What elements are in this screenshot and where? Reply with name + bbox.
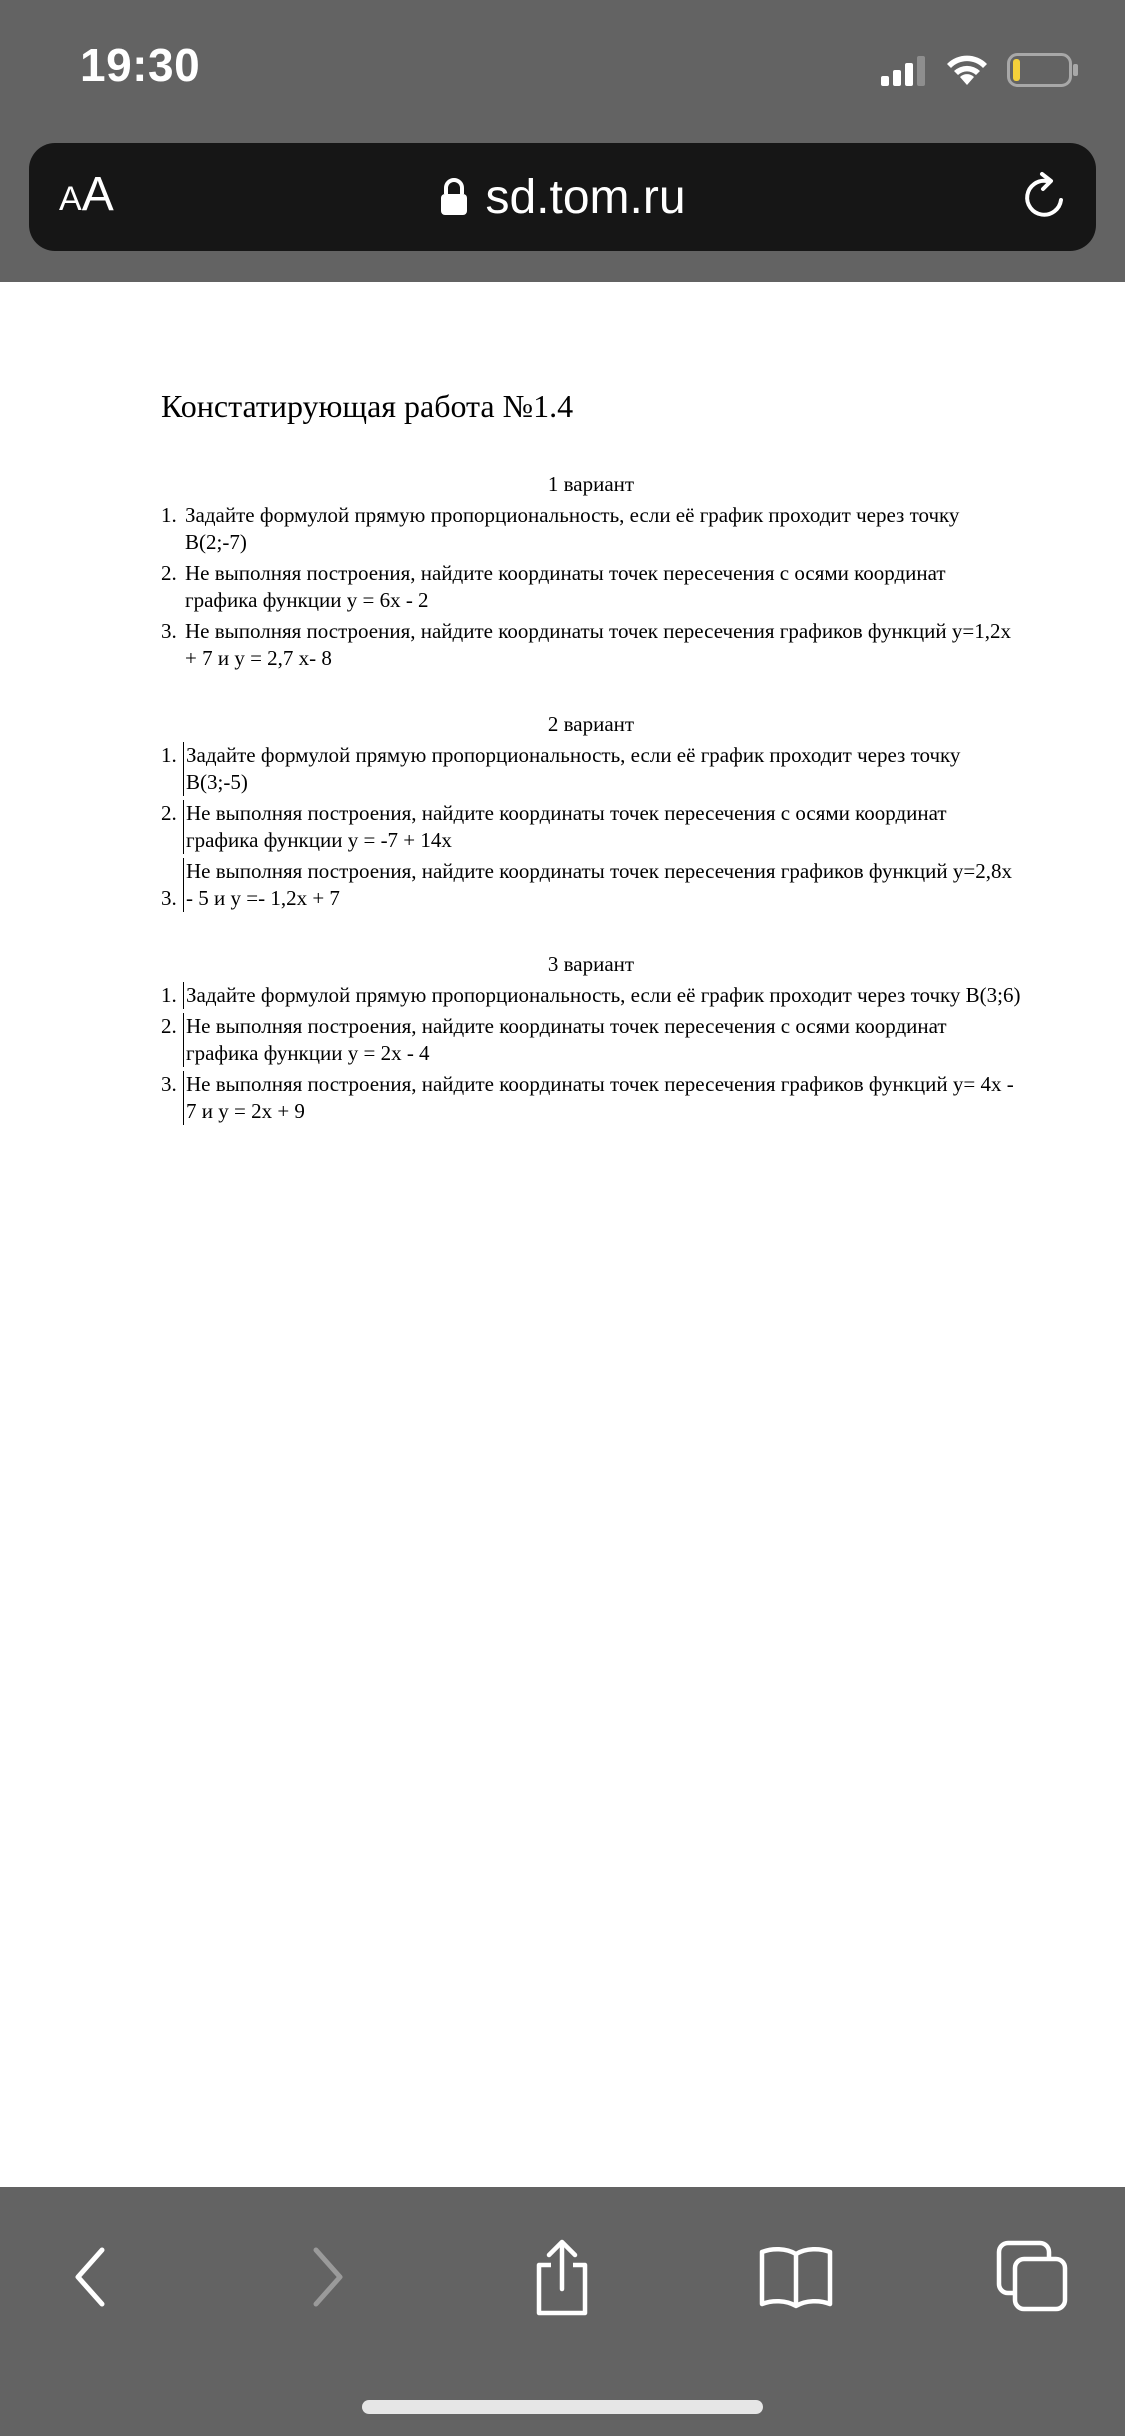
share-button[interactable] — [522, 2237, 602, 2317]
document-title: Констатирующая работа №1.4 — [161, 388, 574, 424]
task-number: 2. — [161, 561, 177, 585]
task-item — [161, 1071, 1021, 1125]
task-text: Не выполняя построения, найдите координаты точек пересечения графиков функций у=1,2х + 7 и у = 2,7 х- 8 — [185, 619, 1011, 670]
tabs-icon — [995, 2239, 1071, 2315]
variant-2 — [161, 710, 1021, 912]
wifi-icon — [945, 54, 989, 86]
bookmarks-button[interactable] — [756, 2237, 836, 2317]
url-text[interactable]: sd.tom.ru — [485, 170, 686, 224]
task-number: 1. — [161, 983, 177, 1007]
task-item — [161, 858, 1021, 912]
task-number: 1. — [161, 503, 177, 527]
home-indicator[interactable] — [362, 2400, 763, 2414]
status-time: 19:30 — [80, 39, 201, 91]
web-page-content — [0, 282, 1125, 2187]
task-number: 3. — [161, 1072, 177, 1096]
status-icons — [881, 50, 1079, 90]
share-icon — [527, 2237, 597, 2317]
task-text: Не выполняя построения, найдите координаты точек пересечения графиков функций у= 4х - 7 и у = 2х + 9 — [183, 1071, 1021, 1125]
task-number: 3. — [161, 886, 177, 910]
bookmarks-icon — [758, 2242, 834, 2312]
task-number: 2. — [161, 1014, 177, 1038]
text-size-button[interactable] — [59, 167, 114, 227]
task-text: Не выполняя построения, найдите координаты точек пересечения графиков функций у=2,8х - 5 и у =- 1,2х + 7 — [183, 858, 1021, 912]
back-button[interactable] — [52, 2237, 132, 2317]
text-size-small-label: A — [59, 180, 82, 218]
task-text: Задайте формулой прямую пропорциональность, если её график проходит через точку В(3;6) — [183, 982, 1021, 1009]
task-text: Не выполняя построения, найдите координаты точек пересечения с осями координат графика функции у = 2х - 4 — [183, 1013, 1021, 1067]
task-text: Не выполняя построения, найдите координаты точек пересечения с осями координат графика функции у = -7 + 14х — [183, 800, 1021, 854]
forward-button[interactable] — [286, 2237, 366, 2317]
browser-bottom-toolbar — [0, 2187, 1125, 2436]
task-item — [161, 742, 1021, 796]
reload-icon[interactable] — [1014, 167, 1074, 227]
tabs-button[interactable] — [993, 2237, 1073, 2317]
task-item — [161, 618, 1021, 672]
task-item — [161, 502, 1021, 556]
task-text: Задайте формулой прямую пропорциональность, если её график проходит через точку В(2;-7) — [185, 503, 960, 554]
text-size-large-label: A — [81, 168, 114, 221]
task-item — [161, 560, 1021, 614]
variant-heading: 1 вариант — [547, 472, 635, 496]
task-number: 2. — [161, 801, 177, 825]
task-text: Задайте формулой прямую пропорциональность, если её график проходит через точку В(3;-5) — [183, 742, 1021, 796]
task-item — [161, 1013, 1021, 1067]
url-field — [29, 143, 1096, 251]
task-item — [161, 800, 1021, 854]
variant-heading: 2 вариант — [547, 712, 635, 736]
back-icon — [62, 2242, 122, 2312]
address-bar[interactable] — [29, 143, 1096, 251]
variant-3 — [161, 950, 1021, 1125]
battery-icon — [1007, 53, 1079, 87]
task-text: Не выполняя построения, найдите координаты точек пересечения с осями координат графика функции у = 6х - 2 — [185, 561, 946, 612]
task-number: 3. — [161, 619, 177, 643]
browser-top-chrome — [0, 0, 1125, 282]
forward-icon — [296, 2242, 356, 2312]
lock-icon — [439, 177, 469, 217]
task-item — [161, 982, 1021, 1009]
task-number: 1. — [161, 743, 177, 767]
variant-heading: 3 вариант — [547, 952, 635, 976]
cellular-signal-icon — [881, 54, 927, 86]
variant-1 — [161, 470, 1021, 672]
